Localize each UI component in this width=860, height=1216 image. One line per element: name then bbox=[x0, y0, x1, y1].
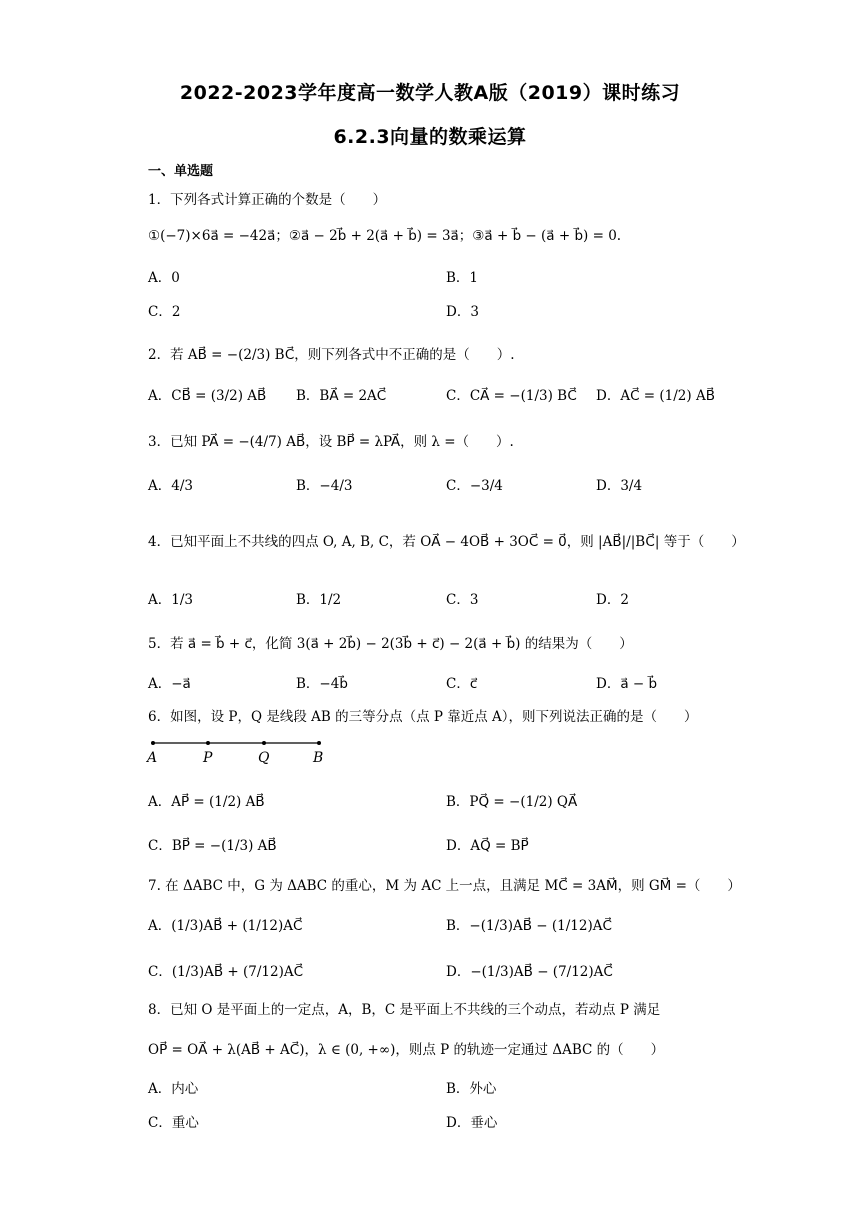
question-1-option-d: D．3 bbox=[446, 304, 479, 320]
question-3-option-c: C．−3/4 bbox=[446, 478, 503, 494]
question-6-stem: 6．如图，设 P，Q 是线段 AB 的三等分点（点 P 靠近点 A），则下列说法正确的是（ ） bbox=[148, 709, 698, 725]
question-8-option-a: A．内心 bbox=[148, 1081, 199, 1097]
question-3-option-d: D．3/4 bbox=[596, 478, 643, 494]
point-q-dot bbox=[262, 741, 266, 745]
question-5-option-c: C．c⃗ bbox=[446, 676, 478, 692]
question-5-option-d: D．a⃗ − b⃗ bbox=[596, 676, 658, 692]
question-2-option-a: A．CB⃗ = (3/2) AB⃗ bbox=[148, 388, 267, 404]
point-q-label: Q bbox=[258, 750, 270, 766]
question-5-option-a: A．−a⃗ bbox=[148, 676, 191, 692]
question-8-stem: 8．已知 O 是平面上的一定点，A，B，C 是平面上不共线的三个动点，若动点 P 满足 bbox=[148, 1002, 661, 1018]
question-7-option-c: C．(1/3)AB⃗ + (7/12)AC⃗ bbox=[148, 964, 304, 980]
question-4-stem: 4．已知平面上不共线的四点 O, A, B, C，若 OA⃗ − 4OB⃗ + 3OC⃗ = 0⃗，则 |AB⃗|/|BC⃗| 等于（ ） bbox=[148, 534, 745, 550]
question-1-option-c: C．2 bbox=[148, 304, 181, 320]
question-8-option-b: B．外心 bbox=[446, 1081, 497, 1097]
question-1-option-b: B．1 bbox=[446, 270, 479, 286]
section-heading: 一、单选题 bbox=[148, 164, 214, 179]
question-1-option-a: A．0 bbox=[148, 270, 180, 286]
question-8-option-c: C．重心 bbox=[148, 1115, 199, 1131]
question-7-option-b: B．−(1/3)AB⃗ − (1/12)AC⃗ bbox=[446, 918, 612, 934]
question-7-option-d: D．−(1/3)AB⃗ − (7/12)AC⃗ bbox=[446, 964, 613, 980]
segment-figure bbox=[145, 736, 335, 768]
point-a-dot bbox=[151, 741, 155, 745]
point-a-label: A bbox=[147, 750, 158, 766]
point-b-label: B bbox=[313, 750, 324, 766]
question-3-option-b: B．−4/3 bbox=[296, 478, 353, 494]
question-6-option-a: A．AP⃗ = (1/2) AB⃗ bbox=[148, 794, 265, 810]
question-3-stem: 3．已知 PA⃗ = −(4/7) AB⃗，设 BP⃗ = λPA⃗，则 λ =（ ）. bbox=[148, 434, 514, 450]
point-p-label: P bbox=[203, 750, 213, 766]
question-7-stem: 7. 在 ΔABC 中，G 为 ΔABC 的重心，M 为 AC 上一点，且满足 MC⃗ = 3AM⃗，则 GM⃗ =（ ） bbox=[148, 878, 741, 894]
question-5-stem: 5．若 a⃗ = b⃗ + c⃗，化简 3(a⃗ + 2b⃗) − 2(3b⃗ + c⃗) − 2(a⃗ + b⃗) 的结果为（ ） bbox=[148, 636, 633, 652]
question-1-stem: 1．下列各式计算正确的个数是（ ） bbox=[148, 192, 387, 208]
question-4-option-d: D．2 bbox=[596, 592, 629, 608]
point-p-dot bbox=[206, 741, 210, 745]
question-8-condition: OP⃗ = OA⃗ + λ(AB⃗ + AC⃗)，λ ∈ (0, +∞)，则点 P 的轨迹一定通过 ΔABC 的（ ） bbox=[148, 1042, 665, 1058]
question-2-stem: 2．若 AB⃗ = −(2/3) BC⃗，则下列各式中不正确的是（ ）. bbox=[148, 347, 515, 363]
question-2-option-d: D．AC⃗ = (1/2) AB⃗ bbox=[596, 388, 715, 404]
question-6-option-c: C．BP⃗ = −(1/3) AB⃗ bbox=[148, 838, 277, 854]
question-4-option-b: B．1/2 bbox=[296, 592, 342, 608]
question-7-option-a: A．(1/3)AB⃗ + (1/12)AC⃗ bbox=[148, 918, 303, 934]
point-b-dot bbox=[317, 741, 321, 745]
question-5-option-b: B．−4b⃗ bbox=[296, 676, 348, 692]
document-subtitle: 6.2.3向量的数乘运算 bbox=[333, 126, 527, 148]
question-6-option-d: D．AQ⃗ = BP⃗ bbox=[446, 838, 529, 854]
question-2-option-c: C．CA⃗ = −(1/3) BC⃗ bbox=[446, 388, 577, 404]
question-6-option-b: B．PQ⃗ = −(1/2) QA⃗ bbox=[446, 794, 578, 810]
question-4-option-c: C．3 bbox=[446, 592, 479, 608]
document-title: 2022-2023学年度高一数学人教A版（2019）课时练习 bbox=[179, 82, 681, 104]
question-2-option-b: B．BA⃗ = 2AC⃗ bbox=[296, 388, 387, 404]
question-8-option-d: D．垂心 bbox=[446, 1115, 498, 1131]
question-4-option-a: A．1/3 bbox=[148, 592, 193, 608]
question-1-statements: ①(−7)×6a⃗ = −42a⃗；②a⃗ − 2b⃗ + 2(a⃗ + b⃗) = 3a⃗；③a⃗ + b⃗ − (a⃗ + b⃗) = 0. bbox=[148, 228, 622, 244]
question-3-option-a: A．4/3 bbox=[148, 478, 193, 494]
